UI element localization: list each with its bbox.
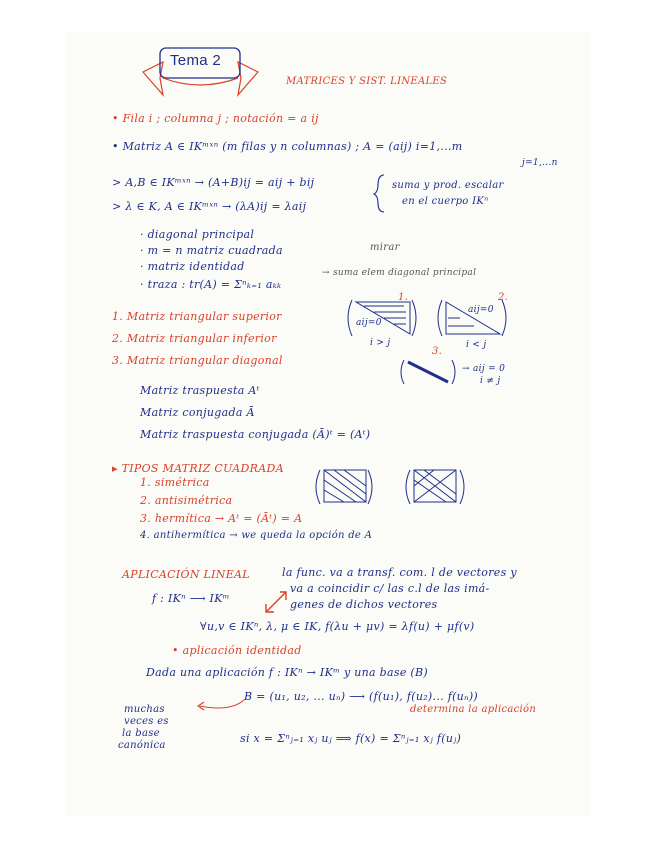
tipo-simetrica: 1. simétrica (140, 476, 210, 489)
line-escalar: > λ ∈ K, A ∈ IKᵐˣⁿ → (λA)ij = λaij (112, 200, 307, 213)
side-note-4: canónica (118, 740, 166, 751)
heading-tipos: ▸ TIPOS MATRIZ CUADRADA (112, 462, 284, 475)
note-suma: suma y prod. escalar (392, 180, 504, 191)
line-matriz-index: j=1,...n (522, 158, 558, 168)
page-title: MATRICES Y SIST. LINEALES (286, 76, 448, 87)
cond-inferior: i < j (466, 340, 487, 350)
ap-line-3: genes de dichos vectores (290, 598, 438, 611)
line-traspuesta: Matriz traspuesta Aᵗ (140, 384, 260, 397)
cond-diagonal-ij: i ≠ j (480, 376, 501, 386)
line-conjugada: Matriz conjugada Ā (140, 406, 255, 419)
banner-text: Tema 2 (170, 52, 221, 69)
line-matriz-def: • Matriz A ∈ IKᵐˣⁿ (m filas y n columnas) ; A = (aij) i=1,...m (112, 140, 463, 153)
line-sumatoria: si x = Σⁿⱼ₌₁ xⱼ uⱼ ⟹ f(x) = Σⁿⱼ₌₁ xⱼ f(uⱼ) (240, 732, 462, 745)
fig-label-1: 1. (398, 292, 409, 303)
fig-m2: aij=0 (468, 305, 494, 315)
note-cuerpo: en el cuerpo IKⁿ (402, 196, 489, 207)
note-traza: → suma elem diagonal principal (322, 268, 477, 278)
cond-diagonal: → aij = 0 (462, 364, 506, 374)
item-triangular-diagonal: 3. Matriz triangular diagonal (112, 354, 283, 367)
bullet-diagonal: · diagonal principal (140, 228, 255, 241)
fig-label-2: 2. (498, 292, 509, 303)
line-traspuesta-conjugada: Matriz traspuesta conjugada (Ā)ᵗ = (Aᵗ) (140, 428, 371, 441)
item-triangular-superior: 1. Matriz triangular superior (112, 310, 282, 323)
aplicacion-identidad: • aplicación identidad (172, 644, 302, 657)
side-note-3: la base (122, 728, 160, 739)
item-triangular-inferior: 2. Matriz triangular inferior (112, 332, 277, 345)
linearity: ∀u,v ∈ IKⁿ, λ, μ ∈ IK, f(λu + μv) = λf(u) + μf(v) (200, 620, 475, 633)
cond-superior: i > j (370, 338, 391, 348)
ap-line-1: la func. va a transf. com. l de vectores y (282, 566, 517, 579)
note-mirar: mirar (370, 242, 400, 253)
bullet-identidad: · matriz identidad (140, 260, 245, 273)
fig-label-3: 3. (432, 346, 443, 357)
ap-line-2: va a coincidir c/ las c.l de las imá- (290, 582, 490, 595)
tipo-antisimetrica: 2. antisimétrica (140, 494, 233, 507)
line-suma: > A,B ∈ IKᵐˣⁿ → (A+B)ij = aij + bij (112, 176, 315, 189)
map-definition: f : IKⁿ ⟶ IKᵐ (152, 592, 230, 605)
side-note-2: veces es (124, 716, 169, 727)
bullet-traza: · traza : tr(A) = Σⁿₖ₌₁ aₖₖ (140, 278, 282, 291)
side-note-1: muchas (124, 704, 165, 715)
bullet-cuadrada: · m = n matriz cuadrada (140, 244, 283, 257)
line-fila-columna: • Fila i ; columna j ; notación = a ij (112, 112, 319, 125)
note-determina: determina la aplicación (410, 704, 537, 715)
line-dada: Dada una aplicación f : IKⁿ → IKᵐ y una base (B) (146, 666, 428, 679)
fig-m1: aij=0 (356, 318, 382, 328)
heading-aplicacion: APLICACIÓN LINEAL (122, 568, 250, 581)
line-base: B = (u₁, u₂, ... uₙ) ⟶ (f(u₁), f(u₂)... f(uₙ)) (244, 690, 478, 703)
tipo-hermitica: 3. hermítica → Aᵗ = (Āᵗ) = A (140, 512, 303, 525)
tipo-antihermitica: 4. antihermítica → we queda la opción de A (140, 530, 373, 541)
